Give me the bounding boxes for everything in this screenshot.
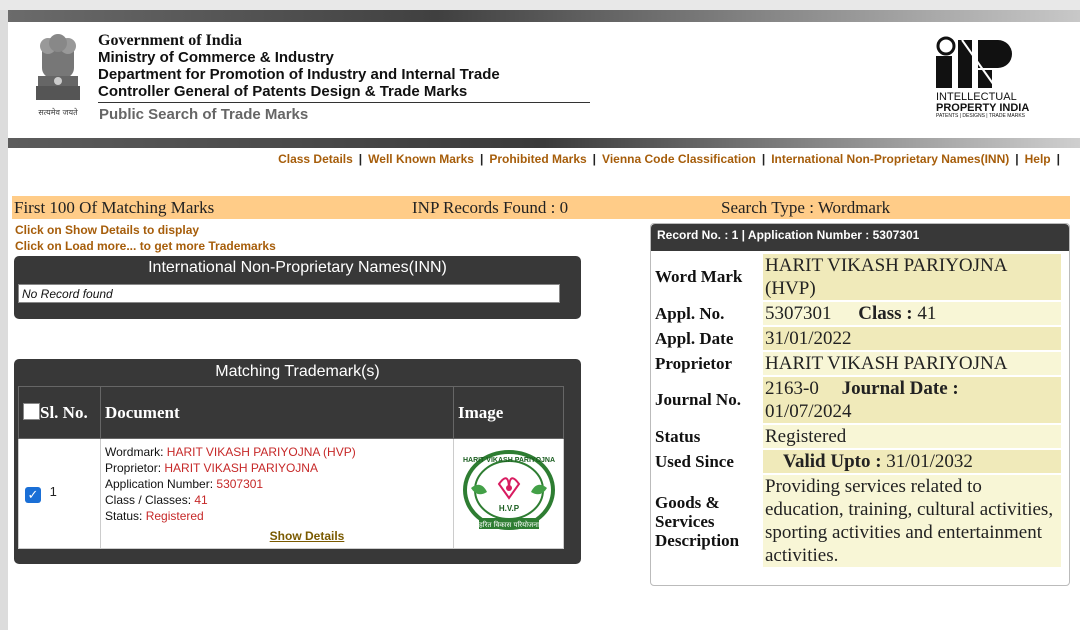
row-wordmark: HARIT VIKASH PARIYOJNA (HVP) bbox=[166, 444, 356, 459]
logo-text-bottom: हरित विकास परियोजना bbox=[478, 521, 539, 529]
goods-label bbox=[653, 475, 761, 567]
status-label-rec: Status bbox=[655, 426, 701, 446]
header-top-bar bbox=[8, 10, 1080, 22]
valid-upto-value: 31/01/2032 bbox=[886, 451, 973, 472]
nav-inn[interactable]: International Non-Proprietary Names(INN) bbox=[771, 152, 1010, 166]
proprietor-value: HARIT VIKASH PARIYOJNA bbox=[763, 352, 1061, 375]
col-sl-no: Sl. No. bbox=[19, 387, 101, 439]
ip-india-logo bbox=[934, 36, 1058, 120]
goods-value: Providing services related to education, training, cultural activities, sporting activities and entertainment activities. bbox=[763, 475, 1061, 567]
record-table bbox=[651, 252, 1063, 569]
ip-logo-line3: PATENTS | DESIGNS | TRADE MARKS bbox=[936, 113, 1026, 119]
matching-count: First 100 Of Matching Marks bbox=[14, 198, 215, 217]
proprietor-label-rec: Proprietor bbox=[655, 353, 733, 373]
record-row-appl-date bbox=[653, 327, 1061, 350]
journal-cell bbox=[763, 377, 1061, 423]
nav-prohibited-marks[interactable]: Prohibited Marks bbox=[489, 152, 587, 166]
logo-text-mid: H.V.P bbox=[498, 504, 519, 513]
header-bottom-bar bbox=[8, 138, 1080, 148]
hint-show-details: Click on Show Details to display bbox=[15, 223, 200, 237]
wordmark-label: Wordmark bbox=[105, 444, 161, 459]
controller-title: Controller General of Patents Design & Trade Marks bbox=[98, 83, 468, 100]
row-application-number: 5307301 bbox=[216, 476, 264, 491]
appl-no-label: Appl. No. bbox=[655, 303, 725, 323]
record-details-panel bbox=[650, 223, 1070, 586]
nav-separator: | bbox=[358, 152, 363, 166]
matching-trademarks-panel bbox=[14, 359, 581, 564]
nav-well-known-marks[interactable]: Well Known Marks bbox=[368, 152, 474, 166]
class-label-inline: Class : bbox=[858, 303, 913, 324]
nav-separator: | bbox=[479, 152, 484, 166]
status-label: Status bbox=[105, 508, 140, 523]
journal-date-value: 01/07/2024 bbox=[765, 401, 852, 422]
hint-load-more: Click on Load more... to get more Trademarks bbox=[15, 239, 276, 253]
nav-separator: | bbox=[1056, 152, 1060, 166]
class-label: Class / Classes bbox=[105, 492, 188, 507]
ministry-title: Ministry of Commerce & Industry bbox=[98, 49, 334, 66]
inn-panel-title: International Non-Proprietary Names(INN) bbox=[148, 259, 447, 276]
header-text-block bbox=[98, 32, 500, 100]
row-sl-cell bbox=[19, 439, 101, 549]
logo-text-top: HARIT VIKASH PARIYOJNA bbox=[462, 457, 555, 464]
journal-no-label: Journal No. bbox=[655, 390, 741, 409]
emblem-caption: सत्यमेव जयते bbox=[38, 108, 78, 117]
matching-panel-title: Matching Trademark(s) bbox=[215, 363, 380, 380]
matching-table bbox=[18, 386, 564, 549]
results-info-bar bbox=[12, 196, 1070, 219]
page-frame bbox=[8, 10, 1080, 630]
record-row-goods bbox=[653, 475, 1061, 567]
nav-separator: | bbox=[592, 152, 597, 166]
inn-panel bbox=[14, 256, 581, 319]
nav-help[interactable]: Help bbox=[1024, 152, 1051, 166]
nav-separator: | bbox=[761, 152, 766, 166]
nav-class-details[interactable]: Class Details bbox=[278, 152, 353, 166]
appl-no-value: 5307301 bbox=[765, 303, 832, 324]
row-document-cell: Wordmark: HARIT VIKASH PARIYOJNA (HVP) Proprietor: HARIT VIKASH PARIYOJNA Application Number: 5307301 Class / Classes: 41 Status: Registered Show Details bbox=[101, 439, 454, 549]
goods-label-line3: Description bbox=[655, 530, 740, 550]
appl-no-cell bbox=[763, 302, 1061, 325]
select-all-checkbox[interactable] bbox=[23, 403, 40, 420]
word-mark-label: Word Mark bbox=[655, 267, 743, 286]
inp-records-count: INP Records Found : 0 bbox=[412, 198, 569, 217]
proprietor-label: Proprietor bbox=[105, 460, 158, 475]
goods-label-line1: Goods & bbox=[655, 492, 720, 512]
record-header: Record No. : 1 | Application Number : 5307301 bbox=[651, 224, 1069, 251]
status-value: Registered bbox=[763, 425, 1061, 448]
valid-upto-label: Valid Upto : bbox=[783, 451, 882, 472]
nav-vienna-code[interactable]: Vienna Code Classification bbox=[602, 152, 756, 166]
record-row-status bbox=[653, 425, 1061, 448]
record-row-word-mark bbox=[653, 254, 1061, 300]
trademark-logo-image[interactable] bbox=[461, 448, 557, 534]
search-type: Search Type : Wordmark bbox=[721, 198, 891, 217]
journal-date-label: Journal Date : bbox=[841, 378, 959, 399]
top-strip bbox=[0, 0, 1080, 10]
header-divider bbox=[98, 102, 590, 103]
row-proprietor: HARIT VIKASH PARIYOJNA bbox=[164, 460, 318, 475]
record-row-journal bbox=[653, 377, 1061, 423]
row-image-cell bbox=[454, 439, 564, 549]
top-nav bbox=[278, 152, 1066, 166]
valid-upto-cell bbox=[763, 450, 1061, 473]
row-class: 41 bbox=[194, 492, 208, 507]
ip-logo-line1: INTELLECTUAL bbox=[936, 91, 1017, 103]
table-row bbox=[19, 439, 564, 549]
goods-label-line2: Services bbox=[655, 511, 715, 531]
row-status: Registered bbox=[145, 508, 204, 523]
col-image: Image bbox=[454, 387, 564, 439]
inn-no-record: No Record found bbox=[18, 284, 560, 303]
national-emblem-icon bbox=[28, 30, 88, 122]
show-details-link[interactable]: Show Details bbox=[269, 528, 345, 543]
gov-title: Government of India bbox=[98, 32, 242, 49]
appl-date-label: Appl. Date bbox=[655, 328, 734, 348]
row-sl-number: 1 bbox=[49, 484, 57, 499]
journal-no-value: 2163-0 bbox=[765, 378, 819, 399]
department-title: Department for Promotion of Industry and Internal Trade bbox=[98, 66, 500, 83]
col-document: Document bbox=[101, 387, 454, 439]
record-row-proprietor bbox=[653, 352, 1061, 375]
used-since-label: Used Since bbox=[655, 451, 734, 471]
ip-logo-line2: PROPERTY INDIA bbox=[936, 102, 1030, 114]
appl-date-value: 31/01/2022 bbox=[763, 327, 1061, 350]
word-mark-value: HARIT VIKASH PARIYOJNA (HVP) bbox=[763, 254, 1061, 300]
class-value: 41 bbox=[917, 303, 937, 324]
application-number-label: Application Number bbox=[105, 476, 210, 491]
nav-separator: | bbox=[1015, 152, 1019, 166]
row-checkbox[interactable]: ✓ bbox=[25, 487, 41, 503]
page-subtitle: Public Search of Trade Marks bbox=[99, 106, 309, 123]
record-row-appl-no bbox=[653, 302, 1061, 325]
record-row-used-since bbox=[653, 450, 1061, 473]
